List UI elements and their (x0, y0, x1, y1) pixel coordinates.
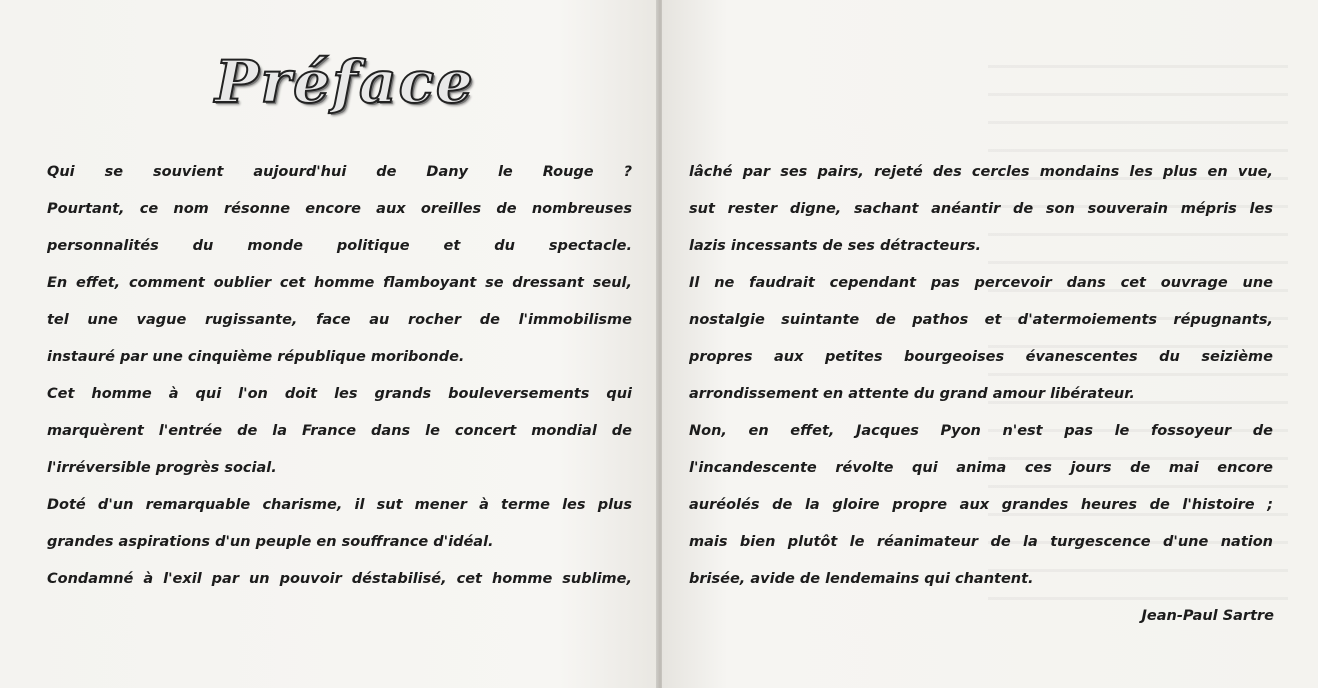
text-line: Qui se souvient aujourd'hui de Dany le Rouge ? (47, 164, 632, 180)
text-line: Condamné à l'exil par un pouvoir déstabilisé, cet homme sublime, (47, 571, 632, 587)
text-line: lâché par ses pairs, rejeté des cercles mondains les plus en vue, (689, 164, 1273, 180)
text-line: mais bien plutôt le réanimateur de la turgescence d'une nation (689, 534, 1273, 550)
text-line: l'incandescente révolte qui anima ces jours de mai encore (689, 460, 1273, 476)
left-page-text (47, 154, 632, 598)
right-page (662, 0, 1318, 688)
text-line: tel une vague rugissante, face au rocher de l'immobilisme (47, 312, 632, 328)
text-line: propres aux petites bourgeoises évanescentes du seizième (689, 349, 1273, 365)
text-line: Doté d'un remarquable charisme, il sut mener à terme les plus (47, 497, 632, 513)
text-line: instauré par une cinquième république moribonde. (47, 349, 465, 365)
text-line: grandes aspirations d'un peuple en souffrance d'idéal. (47, 534, 494, 550)
signature: Jean-Paul Sartre (1141, 608, 1274, 624)
text-line: Il ne faudrait cependant pas percevoir dans cet ouvrage une (689, 275, 1273, 291)
text-line: personnalités du monde politique et du spectacle. (47, 238, 632, 254)
text-line: l'irréversible progrès social. (47, 460, 277, 476)
text-line: Cet homme à qui l'on doit les grands bouleversements qui (47, 386, 632, 402)
text-line: Non, en effet, Jacques Pyon n'est pas le fossoyeur de (689, 423, 1273, 439)
page-title: Préface (215, 48, 475, 116)
text-line: auréolés de la gloire propre aux grandes heures de l'histoire ; (689, 497, 1273, 513)
text-line: Pourtant, ce nom résonne encore aux oreilles de nombreuses (47, 201, 632, 217)
text-line: arrondissement en attente du grand amour libérateur. (689, 386, 1135, 402)
text-line: brisée, avide de lendemains qui chantent. (689, 571, 1034, 587)
text-line: nostalgie suintante de pathos et d'atermoiements répugnants, (689, 312, 1273, 328)
right-page-text (689, 154, 1273, 598)
text-line: En effet, comment oublier cet homme flamboyant se dressant seul, (47, 275, 632, 291)
text-line: marquèrent l'entrée de la France dans le concert mondial de (47, 423, 632, 439)
text-line: sut rester digne, sachant anéantir de son souverain mépris les (689, 201, 1273, 217)
text-line: lazis incessants de ses détracteurs. (689, 238, 982, 254)
left-page (0, 0, 658, 688)
